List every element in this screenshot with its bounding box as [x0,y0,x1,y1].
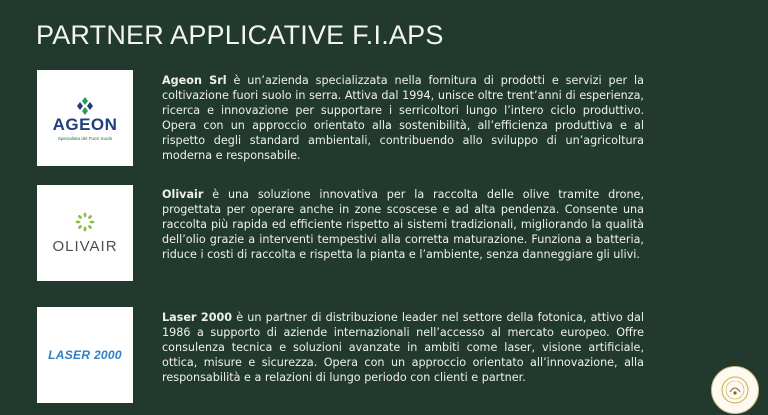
page-title: PARTNER APPLICATIVE F.I.APS [36,20,444,50]
olivair-logo [37,185,133,281]
partner-name: Olivair [162,188,204,201]
partner-description-text: è una soluzione innovativa per la raccolta delle olive tramite drone, progettata per operare anche in zone scoscese e ad alta pendenza. Consente una raccolta più rapida ed efficiente rispetto ai sistemi tradizionali, migliorando la qualità dell’olio grazie a interventi tempestivi alla corretta maturazione. Funziona a batteria, riduce i costi di raccolta e rispetta la pianta e l’ambiente, senza danneggiare gli ulivi. [162,188,644,261]
olivair-leaf-ring-icon [75,212,95,232]
partner-description-text: è un partner di distribuzione leader nel settore della fotonica, attivo dal 1986 a supporto di aziende internazionali nell’accesso al mercato europeo. Offre consulenza tecnica e soluzioni avanzate in ambiti come laser, visione artificiale, ottica, misure e sicurezza. Opera con un approccio orientato all’innovazione, alla responsabilità e a relazioni di lungo periodo con clienti e partner. [162,311,644,384]
laser2000-logo-text: LASER 2000 [48,348,122,362]
partner-description-text: è un’azienda specializzata nella fornitura di prodotti e servizi per la coltivazione fuori suolo in serra. Attiva dal 1994, unisce oltre trent’anni di esperienza, ricerca e innovazione per supportare i serricoltori lungo l’intero ciclo produttivo. Opera con un approccio orientato alla sostenibilità, all’efficienza produttiva e al rispetto degli standard ambientali, contribuendo allo sviluppo di un’agricoltura moderna e responsabile. [162,74,644,162]
ageon-logo-text: AGEON [52,114,118,134]
laser2000-description [162,310,644,385]
ageon-diamond-icon [74,96,96,116]
partner-name: Ageon Srl [162,74,227,87]
ageon-logo-tagline: Specialista del Fuori Suolo [57,135,113,141]
laser2000-logo [37,307,133,403]
ageon-logo [37,70,133,166]
ageon-description [162,73,644,163]
olivair-logo-text: OLIVAIR [52,237,118,255]
association-seal-icon [711,366,759,414]
olivair-description [162,187,644,262]
seal-emblem-icon [720,375,750,405]
partner-name: Laser 2000 [162,311,233,324]
